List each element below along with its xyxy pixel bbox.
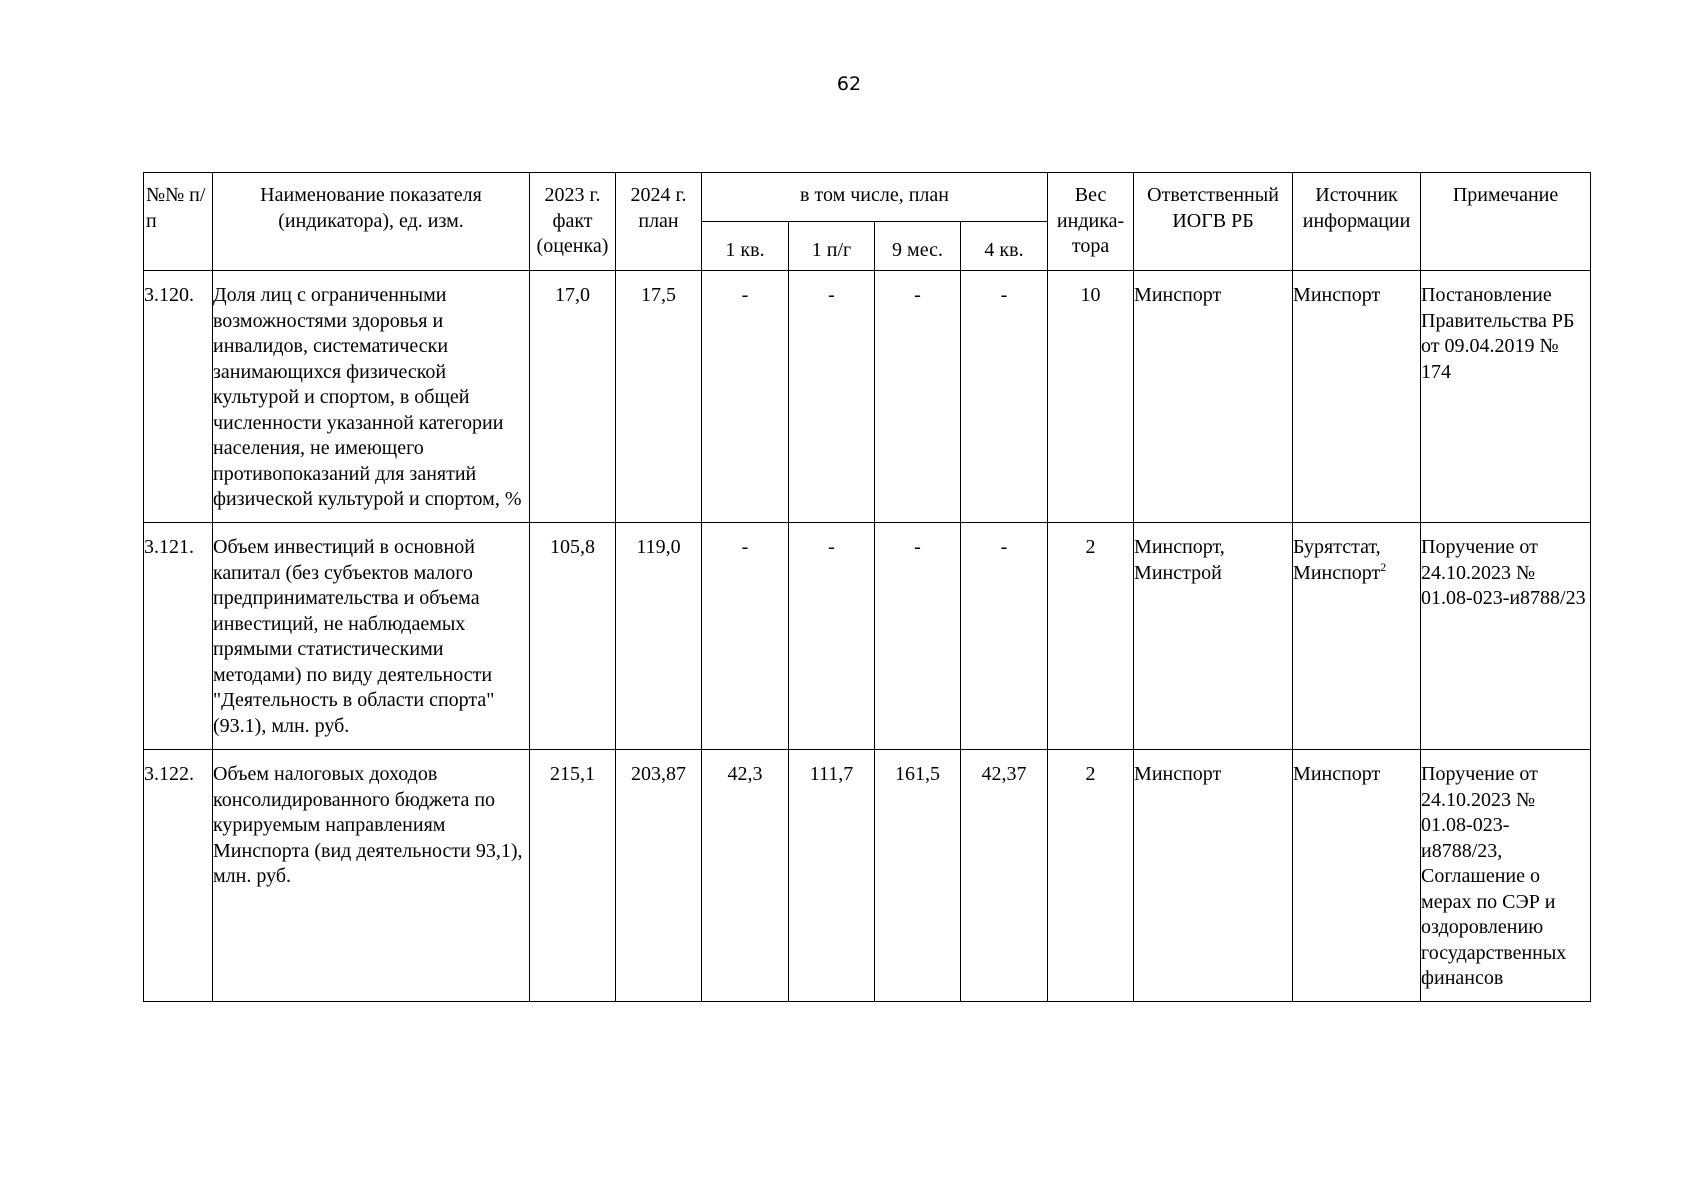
row-9m: - [875,271,961,523]
header-9m: 9 мес. [875,222,961,271]
page-number: 62 [836,73,862,95]
header-q4: 4 кв. [961,222,1048,271]
row-2023: 215,1 [530,750,616,1002]
row-source-footnote: 2 [1380,559,1387,574]
table-row [144,523,1591,750]
header-incl-plan: в том числе, план [702,173,1048,222]
row-weight: 2 [1048,750,1134,1002]
row-source [1293,750,1421,1002]
row-q4: - [961,271,1048,523]
header-2023: 2023 г. факт (оценка) [530,173,616,271]
row-responsible: Минспорт, Минстрой [1134,523,1293,750]
header-q1: 1 кв. [702,222,789,271]
row-source-text: Минспорт [1293,284,1381,306]
row-2023: 17,0 [530,271,616,523]
row-num: 3.120. [144,271,213,523]
row-name: Объем налоговых доходов консолидированного бюджета по курируемым направлениям Минспорта (вид деятельности 93,1), млн. руб. [213,750,530,1002]
row-q1: - [702,271,789,523]
row-weight: 2 [1048,523,1134,750]
row-weight: 10 [1048,271,1134,523]
header-name: Наименование показателя (индикатора), ед. изм. [213,173,530,271]
header-weight: Вес индика-тора [1048,173,1134,271]
row-h1: 111,7 [789,750,875,1002]
row-9m: 161,5 [875,750,961,1002]
row-q4: 42,37 [961,750,1048,1002]
indicators-table [143,172,1591,1002]
row-9m: - [875,523,961,750]
row-2024: 119,0 [616,523,702,750]
table-row [144,271,1591,523]
row-responsible: Минспорт [1134,271,1293,523]
header-num: №№ п/п [144,173,213,271]
row-h1: - [789,271,875,523]
row-q4: - [961,523,1048,750]
row-source [1293,271,1421,523]
row-note: Поручение от 24.10.2023 № 01.08-023-и8788/23, Соглашение о мерах по СЭР и оздоровлению государственных финансов [1421,750,1591,1002]
row-note: Поручение от 24.10.2023 № 01.08-023-и8788/23 [1421,523,1591,750]
header-2024: 2024 г. план [616,173,702,271]
row-2024: 17,5 [616,271,702,523]
header-responsible: Ответственный ИОГВ РБ [1134,173,1293,271]
row-name: Доля лиц с ограниченными возможностями здоровья и инвалидов, систематически занимающихся физической культурой и спортом, в общей численности указанной категории населения, не имеющего противопоказаний для занятий физической культурой и спортом, % [213,271,530,523]
row-responsible: Минспорт [1134,750,1293,1002]
row-name: Объем инвестиций в основной капитал (без субъектов малого предпринимательства и объема инвестиций, не наблюдаемых прямыми статистическими методами) по виду деятельности "Деятельность в области спорта" (93.1), млн. руб. [213,523,530,750]
row-2024: 203,87 [616,750,702,1002]
row-2023: 105,8 [530,523,616,750]
row-source [1293,523,1421,750]
row-source-text: Бурятстат, Минспорт [1293,536,1381,584]
table-header [144,173,1591,271]
header-source: Источник информации [1293,173,1421,271]
row-note: Постановление Правительства РБ от 09.04.2019 № 174 [1421,271,1591,523]
row-num: 3.122. [144,750,213,1002]
row-h1: - [789,523,875,750]
header-h1: 1 п/г [789,222,875,271]
row-q1: - [702,523,789,750]
header-note: Примечание [1421,173,1591,271]
row-q1: 42,3 [702,750,789,1002]
row-num: 3.121. [144,523,213,750]
row-source-text: Минспорт [1293,763,1381,785]
table-row [144,750,1591,1002]
